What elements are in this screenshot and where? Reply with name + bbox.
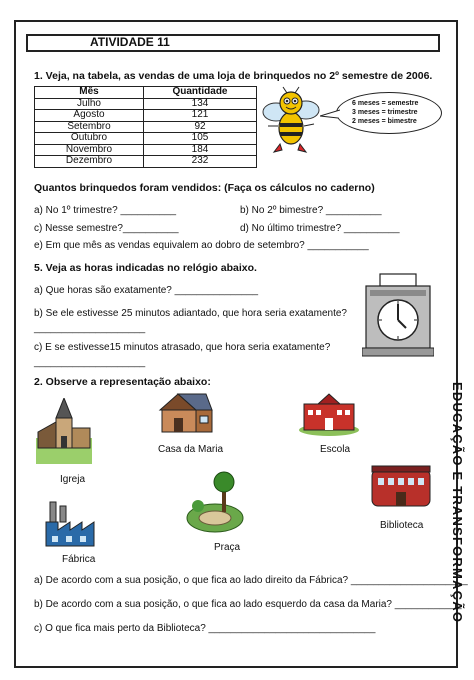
table-cell: 121 (144, 110, 257, 122)
label-casa-da-maria: Casa da Maria (158, 444, 224, 455)
table-cell: Agosto (35, 110, 144, 122)
question1-heading: 1. Veja, na tabela, as vendas de uma loja de brinquedos no 2º semestre de 2006. (34, 70, 433, 82)
table-row (35, 156, 257, 168)
table-header: Quantidade (144, 87, 257, 99)
table-cell: Novembro (35, 144, 144, 156)
question5-heading: 5. Veja as horas indicadas no relógio abaixo. (34, 262, 257, 274)
church-icon (36, 398, 92, 464)
question2-a: a) De acordo com a sua posição, o que fica ao lado direito da Fábrica? _____________________ (34, 575, 468, 586)
bee-icon (256, 86, 326, 158)
table-cell: 134 (144, 98, 257, 110)
bubble-tail-icon (320, 108, 340, 120)
page-title: ATIVIDADE 11 (90, 35, 170, 49)
house-icon (156, 392, 214, 434)
title-box (26, 34, 440, 52)
table-row (35, 144, 257, 156)
table-row (35, 121, 257, 133)
label-igreja: Igreja (60, 474, 86, 485)
side-banner (446, 380, 470, 680)
bubble-line: 2 meses = bimestre (352, 118, 417, 125)
question1-prompt: Quantos brinquedos foram vendidos: (Faça os cálculos no caderno) (34, 182, 375, 194)
label-escola: Escola (320, 444, 351, 455)
table-header-row (35, 87, 257, 99)
question1-a: a) No 1º trimestre? __________ (34, 205, 177, 216)
table-row (35, 110, 257, 122)
question2-c: c) O que fica mais perto da Biblioteca? ______________________________ (34, 623, 376, 634)
table-row (35, 133, 257, 145)
school-icon (298, 390, 360, 436)
table-cell: 184 (144, 144, 257, 156)
question2-heading: 2. Observe a representação abaixo: (34, 376, 211, 388)
table-header: Mês (35, 87, 144, 99)
question5-c-line: ____________________ (34, 357, 146, 368)
table-row (35, 98, 257, 110)
question1-e: e) Em que mês as vendas equivalem ao dobro de setembro? ___________ (34, 240, 369, 251)
question1-c: c) Nesse semestre?__________ (34, 223, 179, 234)
side-banner-text: EDUCAÇÃO E TRANSFORMAÇÃO (450, 382, 465, 624)
question1-d: d) No último trimestre? __________ (240, 223, 400, 234)
question5-c: c) E se estivesse15 minutos atrasado, que hora seria exatamente? (34, 342, 331, 353)
library-icon (370, 460, 432, 510)
table-cell: Dezembro (35, 156, 144, 168)
label-fabrica: Fábrica (62, 554, 96, 565)
label-praca: Praça (214, 542, 241, 553)
sales-table (34, 86, 257, 168)
table-cell: 105 (144, 133, 257, 145)
factory-icon (42, 500, 98, 548)
bubble-line: 3 meses = trimestre (352, 109, 418, 116)
question5-b: b) Se ele estivesse 25 minutos adiantado, que hora seria exatamente? (34, 308, 347, 319)
table-cell: 232 (144, 156, 257, 168)
question5-a: a) Que horas são exatamente? _______________ (34, 285, 259, 296)
table-cell: Outubro (35, 133, 144, 145)
table-cell: Julho (35, 98, 144, 110)
square-park-icon (186, 470, 244, 534)
table-cell: Setembro (35, 121, 144, 133)
question1-b: b) No 2º bimestre? __________ (240, 205, 382, 216)
clock-icon (362, 272, 434, 358)
question2-b: b) De acordo com a sua posição, o que fica ao lado esquerdo da casa da Maria? ____________ (34, 599, 462, 610)
label-biblioteca: Biblioteca (380, 520, 424, 531)
question5-b-line: ____________________ (34, 323, 146, 334)
table-cell: 92 (144, 121, 257, 133)
bubble-line: 6 meses = semestre (352, 100, 419, 107)
